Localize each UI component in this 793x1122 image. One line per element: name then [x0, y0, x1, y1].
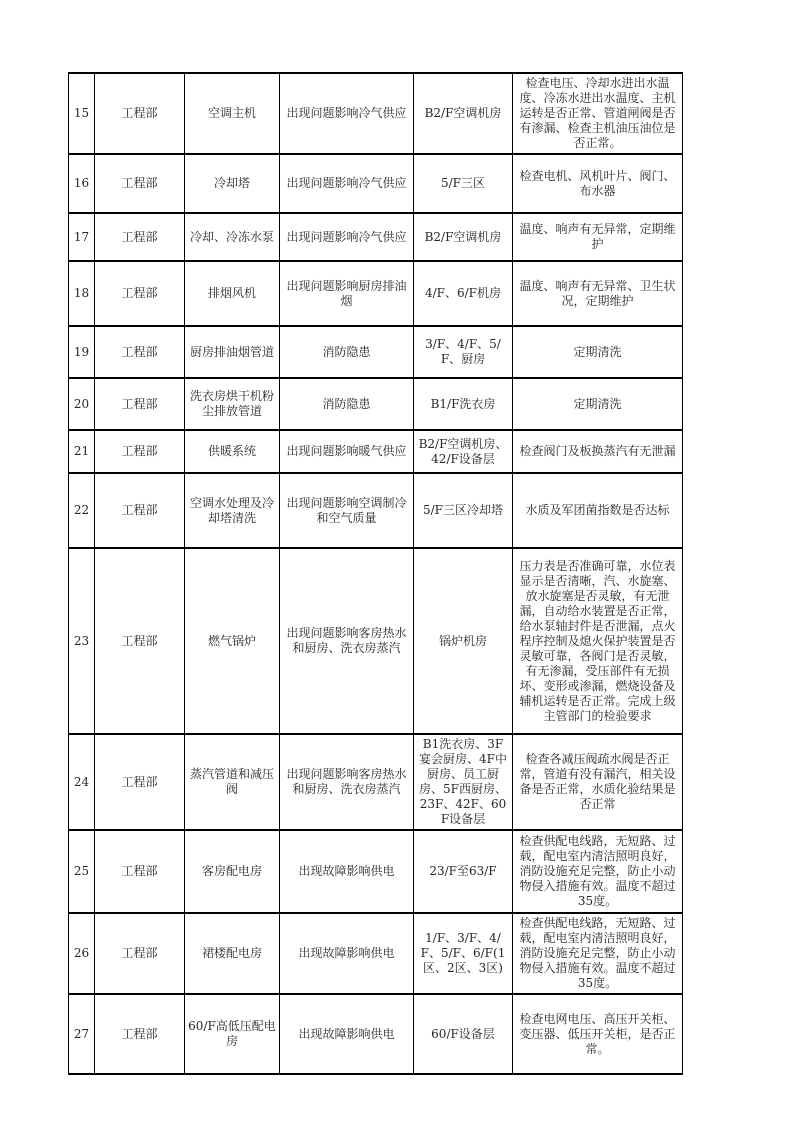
item-name-cell: 厨房排油烟管道	[185, 326, 280, 378]
table-row	[69, 994, 683, 1074]
row-number-cell: 24	[69, 734, 95, 830]
row-number-cell: 19	[69, 326, 95, 378]
location-cell: B2/F空调机房、42/F设备层	[414, 430, 513, 473]
check-content-cell: 温度、响声有无异常，定期维护	[513, 213, 683, 261]
department-cell: 工程部	[95, 830, 185, 913]
location-cell: 60/F设备层	[414, 994, 513, 1074]
row-number-cell: 22	[69, 473, 95, 548]
problem-impact-cell: 出现问题影响空调制冷和空气质量	[280, 473, 414, 548]
table-row	[69, 430, 683, 473]
row-number-cell: 26	[69, 913, 95, 994]
location-cell: 5/F三区冷却塔	[414, 473, 513, 548]
problem-impact-cell: 出现故障影响供电	[280, 913, 414, 994]
department-cell: 工程部	[95, 430, 185, 473]
table-row	[69, 213, 683, 261]
table-row	[69, 378, 683, 430]
department-cell: 工程部	[95, 378, 185, 430]
table-row	[69, 830, 683, 913]
item-name-cell: 冷却、冷冻水泵	[185, 213, 280, 261]
check-content-cell: 检查阀门及板换蒸汽有无泄漏	[513, 430, 683, 473]
problem-impact-cell: 出现故障影响供电	[280, 830, 414, 913]
problem-impact-cell: 出现问题影响暖气供应	[280, 430, 414, 473]
item-name-cell: 洗衣房烘干机粉尘排放管道	[185, 378, 280, 430]
item-name-cell: 空调主机	[185, 73, 280, 154]
table-row	[69, 261, 683, 326]
location-cell: B1洗衣房、3F宴会厨房、4F中厨房、员工厨房、5F西厨房、23F、42F、60F设备层	[414, 734, 513, 830]
table-row	[69, 154, 683, 213]
item-name-cell: 裙楼配电房	[185, 913, 280, 994]
location-cell: 3/F、4/F、5/F、厨房	[414, 326, 513, 378]
department-cell: 工程部	[95, 994, 185, 1074]
department-cell: 工程部	[95, 213, 185, 261]
problem-impact-cell: 出现问题影响厨房排油烟	[280, 261, 414, 326]
check-content-cell: 检查供配电线路，无短路、过载，配电室内清洁照明良好，消防设施充足完整，防止小动物侵入措施有效。温度不超过35度。	[513, 830, 683, 913]
department-cell: 工程部	[95, 913, 185, 994]
problem-impact-cell: 出现问题影响冷气供应	[280, 154, 414, 213]
check-content-cell: 水质及军团菌指数是否达标	[513, 473, 683, 548]
row-number-cell: 15	[69, 73, 95, 154]
inspection-table	[68, 72, 683, 1075]
department-cell: 工程部	[95, 154, 185, 213]
table-row	[69, 734, 683, 830]
department-cell: 工程部	[95, 734, 185, 830]
check-content-cell: 定期清洗	[513, 326, 683, 378]
check-content-cell: 检查电压、冷却水进出水温度、冷冻水进出水温度、主机运转是否正常、管道闸阀是否有渗漏、检查主机油压油位是否正常。	[513, 73, 683, 154]
problem-impact-cell: 消防隐患	[280, 326, 414, 378]
row-number-cell: 25	[69, 830, 95, 913]
row-number-cell: 23	[69, 548, 95, 734]
department-cell: 工程部	[95, 548, 185, 734]
problem-impact-cell: 出现问题影响客房热水和厨房、洗衣房蒸汽	[280, 548, 414, 734]
item-name-cell: 60/F高低压配电房	[185, 994, 280, 1074]
row-number-cell: 16	[69, 154, 95, 213]
location-cell: 锅炉机房	[414, 548, 513, 734]
table-row	[69, 913, 683, 994]
problem-impact-cell: 消防隐患	[280, 378, 414, 430]
item-name-cell: 供暖系统	[185, 430, 280, 473]
location-cell: 23/F至63/F	[414, 830, 513, 913]
item-name-cell: 客房配电房	[185, 830, 280, 913]
check-content-cell: 检查电机、风机叶片、阀门、布水器	[513, 154, 683, 213]
check-content-cell: 温度、响声有无异常、卫生状况，定期维护	[513, 261, 683, 326]
department-cell: 工程部	[95, 326, 185, 378]
location-cell: 5/F三区	[414, 154, 513, 213]
problem-impact-cell: 出现问题影响冷气供应	[280, 213, 414, 261]
department-cell: 工程部	[95, 261, 185, 326]
check-content-cell: 检查电网电压、高压开关柜、变压器、低压开关柜，是否正常。	[513, 994, 683, 1074]
table-row	[69, 326, 683, 378]
item-name-cell: 燃气锅炉	[185, 548, 280, 734]
check-content-cell: 定期清洗	[513, 378, 683, 430]
department-cell: 工程部	[95, 73, 185, 154]
problem-impact-cell: 出现问题影响客房热水和厨房、洗衣房蒸汽	[280, 734, 414, 830]
check-content-cell: 检查供配电线路，无短路、过载，配电室内清洁照明良好，消防设施充足完整，防止小动物侵入措施有效。温度不超过35度。	[513, 913, 683, 994]
row-number-cell: 21	[69, 430, 95, 473]
check-content-cell: 压力表是否准确可靠，水位表显示是否清晰，汽、水旋塞、放水旋塞是否灵敏，有无泄漏，自动给水装置是否正常，给水泵轴封件是否泄漏，点火程序控制及熄火保护装置是否灵敏可靠，各阀门是否灵敏，有无渗漏，受压部件有无损坏、变形或渗漏，燃烧设备及辅机运转是否正常。完成上级主管部门的检验要求	[513, 548, 683, 734]
location-cell: B2/F空调机房	[414, 213, 513, 261]
table-row	[69, 473, 683, 548]
inspection-table-body	[69, 73, 683, 1074]
item-name-cell: 冷却塔	[185, 154, 280, 213]
department-cell: 工程部	[95, 473, 185, 548]
row-number-cell: 18	[69, 261, 95, 326]
row-number-cell: 17	[69, 213, 95, 261]
row-number-cell: 20	[69, 378, 95, 430]
problem-impact-cell: 出现故障影响供电	[280, 994, 414, 1074]
check-content-cell: 检查各减压阀疏水阀是否正常，管道有没有漏汽，相关设备是否正常，水质化验结果是否正常	[513, 734, 683, 830]
problem-impact-cell: 出现问题影响冷气供应	[280, 73, 414, 154]
item-name-cell: 蒸汽管道和减压阀	[185, 734, 280, 830]
table-row	[69, 73, 683, 154]
item-name-cell: 排烟风机	[185, 261, 280, 326]
table-row	[69, 548, 683, 734]
location-cell: 1/F、3/F、4/F、5/F、6/F(1区、2区、3区)	[414, 913, 513, 994]
item-name-cell: 空调水处理及冷却塔清洗	[185, 473, 280, 548]
row-number-cell: 27	[69, 994, 95, 1074]
location-cell: 4/F、6/F机房	[414, 261, 513, 326]
location-cell: B1/F洗衣房	[414, 378, 513, 430]
location-cell: B2/F空调机房	[414, 73, 513, 154]
